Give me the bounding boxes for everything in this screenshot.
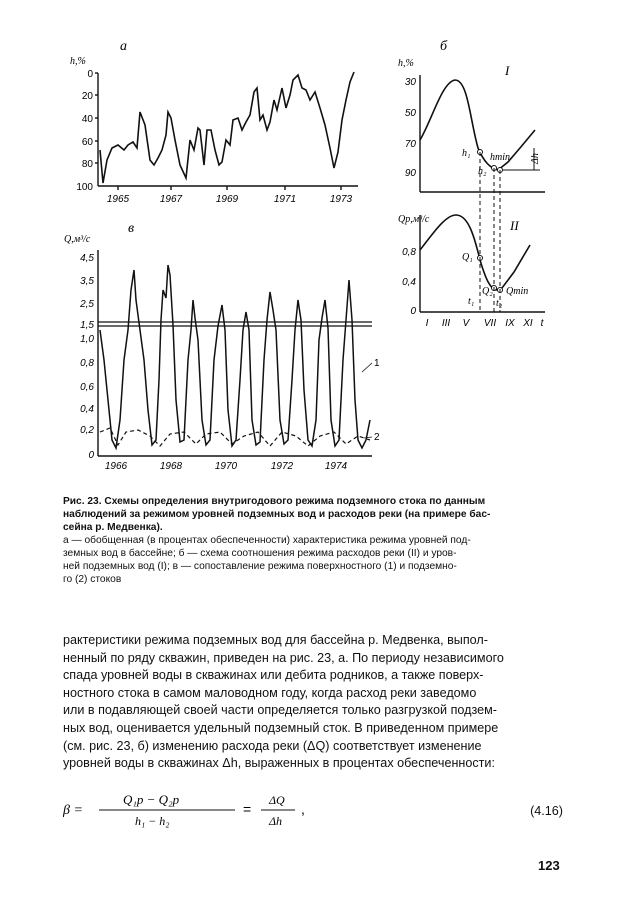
- panel-b-ytick: 0,4: [80, 404, 94, 415]
- panel-a-ylabel: h,%: [70, 56, 86, 67]
- body-line: спада уровней воды в скважинах или дебита родников, а также поверх-: [63, 668, 484, 683]
- panel-c-bottom-ytick: 0,4: [402, 277, 416, 288]
- panel-b-ytick: 0,8: [80, 358, 94, 369]
- body-paragraph: [63, 632, 563, 773]
- panel-b-curve-1: [100, 265, 370, 448]
- panel-c-xtick: III: [441, 318, 451, 329]
- panel-c-top-yticks: [405, 77, 417, 179]
- formula-eq: =: [243, 801, 252, 817]
- panel-a-xtick: 1967: [159, 194, 183, 205]
- panel-label-v: в: [128, 221, 135, 236]
- panel-label-a: а: [120, 39, 127, 54]
- formula-den1: h₁ − h₂: [135, 814, 170, 828]
- panel-c-bottom-roman: II: [510, 218, 519, 233]
- panel-b-xtick: 1972: [270, 461, 294, 470]
- panel-c-bottom-ytick: 0: [410, 306, 416, 317]
- panel-b-ytick: 0,2: [80, 425, 94, 436]
- panel-c-bottom-yticks: [402, 247, 416, 317]
- panel-a-yticks: [76, 69, 93, 193]
- formula-lhs: β =: [63, 803, 83, 818]
- panel-c-xtick: VII: [483, 318, 497, 329]
- panel-c-xtick: t: [540, 318, 544, 329]
- panel-b-curve-2: [100, 428, 370, 446]
- panel-c-top-label-dh: Δh: [530, 153, 541, 164]
- formula-svg: [63, 790, 483, 830]
- panel-b-ytick: 0: [88, 450, 94, 461]
- caption-legend-line: земных вод в бассейне; б — схема соотношения режима расходов реки (II) и уров-: [63, 548, 457, 559]
- caption-legend-line: а — обобщенная (в процентах обеспеченности) характеристика режима уровней под-: [63, 535, 471, 546]
- panel-b-ytick: 3,5: [80, 276, 94, 287]
- formula-num2: ΔQ: [269, 793, 285, 807]
- caption-legend-line: го (2) стоков: [63, 574, 122, 585]
- panel-c-top-label-hmin: hmin: [490, 152, 510, 163]
- panel-c-bottom-label-t1: t₁: [468, 296, 475, 307]
- panel-c-top-roman: I: [505, 63, 510, 78]
- panel-c-bottom-label-t2: t₂: [496, 298, 503, 309]
- panel-b-yticks: [79, 253, 94, 461]
- panel-c-bottom-axes: [420, 215, 545, 312]
- formula-den2: Δh: [269, 814, 283, 828]
- caption-title-line: Рис. 23. Схемы определения внутригодового режима подземного стока по данным: [63, 496, 486, 507]
- panel-c-xtick: IX: [505, 318, 515, 329]
- panel-c-xtick: XI: [523, 318, 533, 329]
- panel-a-ytick: 60: [81, 137, 93, 148]
- panel-b-ytick: 1,5: [80, 320, 94, 331]
- panel-b-xtick: 1968: [159, 461, 183, 470]
- panel-b-ylabel: Q,м³/с: [64, 234, 91, 245]
- formula-tail: ,: [301, 801, 305, 817]
- panel-b-xtick: 1970: [214, 461, 238, 470]
- body-line: ностного стока в самом маловодном году, когда расход реки заведомо: [63, 685, 477, 700]
- caption-title-line: наблюдений за режимом уровней подземных вод и расходов реки (на примере бас-: [63, 509, 491, 520]
- panel-a-axes: [95, 73, 358, 190]
- panel-a-curve: [100, 72, 354, 183]
- panel-b-xtick: 1966: [104, 461, 128, 470]
- panel-a-ytick: 0: [87, 69, 93, 80]
- body-line: (см. рис. 23, б) изменению расхода реки (ΔQ) соответствует изменение: [63, 738, 482, 753]
- panel-label-b: б: [440, 39, 448, 54]
- panel-c-bottom-ytick: 0,8: [402, 247, 416, 258]
- panel-a-ytick: 100: [76, 182, 93, 193]
- panel-b-ytick: 2,5: [80, 299, 94, 310]
- panel-c-top-ytick: 70: [404, 139, 416, 150]
- panel-c-bottom-label-q1: Q₁: [462, 252, 473, 263]
- panel-a-xtick: 1969: [215, 194, 239, 205]
- equation-number: (4.16): [530, 804, 563, 818]
- panel-b-ytick: 1,0: [80, 334, 94, 345]
- panel-b-xticks: [105, 461, 348, 470]
- panel-b-ytick: 0,6: [80, 382, 94, 393]
- panel-c-bottom-label-qmin: Qmin: [506, 286, 529, 297]
- panel-c-bottom-label-q2: Q₂: [482, 286, 493, 297]
- panel-c-top-ytick: 30: [404, 77, 416, 88]
- caption-title-line: сейна р. Медвенка).: [63, 522, 163, 533]
- body-line: уровней воды в скважинах Δh, выраженных в процентах обеспеченности:: [63, 756, 495, 771]
- panel-b-curve-label: 2: [374, 432, 380, 443]
- formula-4-16: [63, 790, 563, 830]
- body-line: или в подавляющей своей части определяется только разгрузкой подзем-: [63, 703, 497, 718]
- panel-a-xticks: [107, 194, 353, 205]
- panel-a-xtick: 1965: [106, 194, 130, 205]
- panel-b-ytick: 4,5: [80, 253, 94, 264]
- panel-b-xtick: 1974: [324, 461, 348, 470]
- panel-c-bottom-xticks: [426, 318, 545, 329]
- panel-a-xtick: 1973: [329, 194, 353, 205]
- panel-a-ytick: 40: [81, 114, 93, 125]
- body-line: рактеристики режима подземных вод для бассейна р. Медвенка, выпол-: [63, 633, 488, 647]
- panel-b-curve-label: 1: [374, 358, 380, 369]
- panel-c-top-label-h2: h₂: [478, 166, 487, 177]
- panel-c-top-curve: [420, 80, 535, 170]
- panel-c-top-label-h1: h₁: [462, 148, 471, 159]
- panel-c-top-ytick: 50: [404, 108, 416, 119]
- panel-c-top-ytick: 90: [404, 168, 416, 179]
- panel-a-ytick: 80: [81, 159, 93, 170]
- panel-c-xtick: V: [462, 318, 470, 329]
- panel-b-axes: [98, 250, 372, 456]
- panel-c-top-ylabel: h,%: [398, 58, 414, 69]
- panel-c-xtick: I: [425, 318, 429, 329]
- page-number: 123: [538, 858, 560, 873]
- panel-a-ytick: 20: [81, 91, 93, 102]
- panel-c-bottom-ylabel: Qр,м³/с: [398, 214, 430, 225]
- formula-num1: Q₁р − Q₂р: [123, 792, 180, 807]
- figure-caption: [63, 495, 563, 586]
- body-line: ненный по ряду скважин, приведен на рис. 23, а. По периоду независимого: [63, 650, 504, 665]
- caption-legend-line: ней подземных вод (I); в — сопоставление режима поверхностного (1) и подземно-: [63, 561, 457, 572]
- panel-a-xtick: 1971: [273, 194, 297, 205]
- body-line: ных вод, оценивается удельный подземный сток. В приведенном примере: [63, 720, 499, 735]
